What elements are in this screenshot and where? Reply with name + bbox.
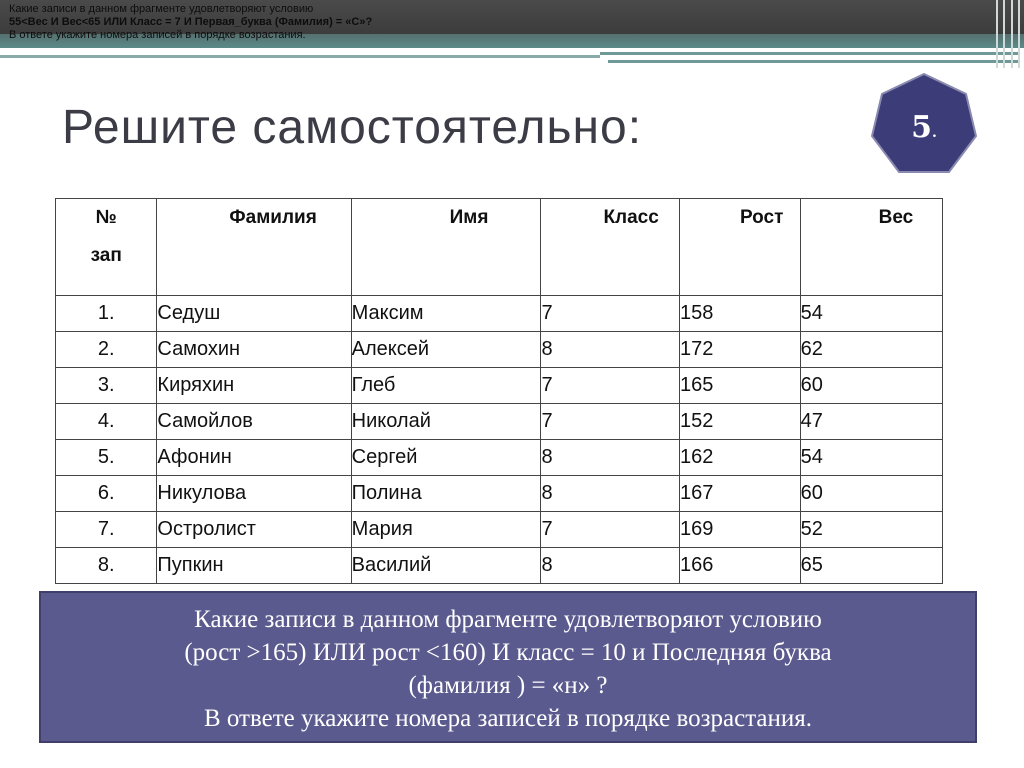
cell-class: 8 [541,476,680,512]
column-header-name: Имя [351,199,541,296]
table-row [56,548,943,584]
cell-class: 7 [541,404,680,440]
cell-weight: 65 [800,548,942,584]
cell-number: 7. [56,512,157,548]
question-box [39,591,977,743]
cell-class: 8 [541,440,680,476]
cell-surname: Афонин [157,440,351,476]
column-header-weight: Вес [800,199,942,296]
table-row [56,368,943,404]
cell-class: 8 [541,548,680,584]
decor-stripe [608,60,1020,63]
cell-weight: 60 [800,476,942,512]
decor-line [996,0,998,68]
cell-number: 1. [56,296,157,332]
cell-name: Сергей [351,440,541,476]
cell-surname: Остролист [157,512,351,548]
column-header-number: № зап [56,199,157,296]
table-header-row [56,199,943,296]
cell-weight: 54 [800,440,942,476]
slide-number-badge [870,72,978,176]
cell-number: 2. [56,332,157,368]
top-task-line-1: Какие записи в данном фрагменте удовлетворяют условию [9,3,314,15]
column-header-height: Рост [679,199,800,296]
table-row [56,512,943,548]
cell-surname: Киряхин [157,368,351,404]
top-task-text [9,3,372,42]
cell-weight: 60 [800,368,942,404]
question-line-3: (фамилия ) = «н» ? [408,672,608,699]
decor-line [1011,0,1013,68]
top-task-line-3: В ответе укажите номера записей в порядке возрастания. [9,29,306,41]
cell-name: Полина [351,476,541,512]
top-banner [0,0,1024,48]
cell-name: Глеб [351,368,541,404]
cell-surname: Самохин [157,332,351,368]
cell-number: 4. [56,404,157,440]
cell-height: 158 [679,296,800,332]
table-row [56,296,943,332]
cell-surname: Никулова [157,476,351,512]
records-table [55,198,943,584]
cell-name: Николай [351,404,541,440]
table-row [56,404,943,440]
table-row [56,440,943,476]
cell-weight: 62 [800,332,942,368]
cell-name: Максим [351,296,541,332]
question-line-4: В ответе укажите номера записей в порядке возрастания. [203,705,813,732]
question-line-2: (рост >165) ИЛИ рост <160) И класс = 10 и Последняя буква [184,639,832,666]
cell-height: 152 [679,404,800,440]
decor-line [1018,0,1020,68]
cell-class: 7 [541,368,680,404]
cell-height: 165 [679,368,800,404]
cell-name: Мария [351,512,541,548]
cell-class: 8 [541,332,680,368]
question-line-1: Какие записи в данном фрагменте удовлетворяют условию [194,606,822,633]
cell-name: Василий [351,548,541,584]
cell-height: 169 [679,512,800,548]
cell-number: 8. [56,548,157,584]
top-task-line-2: 55<Вес И Вес<65 ИЛИ Класс = 7 И Первая_буква (Фамилия) = «С»? [9,16,373,28]
cell-weight: 54 [800,296,942,332]
cell-height: 167 [679,476,800,512]
cell-weight: 52 [800,512,942,548]
cell-number: 3. [56,368,157,404]
cell-surname: Самойлов [157,404,351,440]
column-header-class: Класс [541,199,680,296]
decor-stripe [600,52,1020,55]
cell-class: 7 [541,512,680,548]
table-row [56,332,943,368]
cell-number: 5. [56,440,157,476]
column-header-surname: Фамилия [157,199,351,296]
slide-number: 5. [911,110,937,145]
cell-surname: Пупкин [157,548,351,584]
cell-name: Алексей [351,332,541,368]
cell-class: 7 [541,296,680,332]
slide-title: Решите самостоятельно: [62,101,643,154]
table-row [56,476,943,512]
cell-weight: 47 [800,404,942,440]
cell-height: 172 [679,332,800,368]
cell-surname: Седуш [157,296,351,332]
decor-stripe [0,55,600,58]
cell-number: 6. [56,476,157,512]
decor-line [1003,0,1005,68]
cell-height: 162 [679,440,800,476]
cell-height: 166 [679,548,800,584]
